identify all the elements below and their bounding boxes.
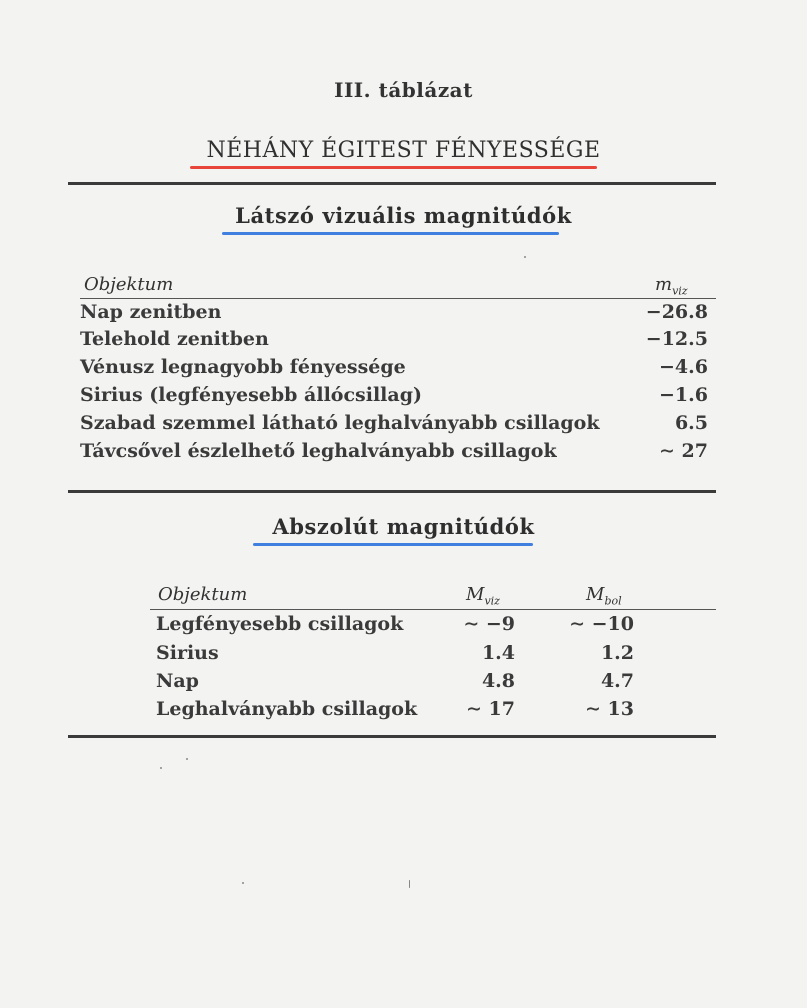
mviz-subscript: viz: [484, 594, 500, 608]
magnitude-value: −12.5: [645, 328, 708, 350]
mbol-value: ∼ −10: [569, 613, 634, 635]
section2-col-mviz: [466, 584, 500, 608]
mviz-symbol: m: [655, 274, 673, 295]
scan-speck: [242, 882, 244, 884]
object-name: Sirius (legfényesebb állócsillag): [80, 384, 422, 406]
object-name: Szabad szemmel látható leghalványabb csillagok: [80, 412, 600, 434]
title-red-underline: [190, 166, 597, 169]
top-rule: [68, 182, 716, 185]
magnitude-value: −26.8: [645, 301, 708, 323]
mbol-value: 4.7: [600, 670, 634, 692]
scan-speck: [409, 880, 410, 888]
table-row: [80, 412, 710, 439]
object-name: Legfényesebb csillagok: [156, 613, 404, 635]
table-row: [80, 328, 710, 355]
object-name: Sirius: [156, 642, 219, 664]
section1-blue-underline: [222, 232, 559, 235]
magnitude-value: −1.6: [659, 384, 708, 406]
object-name: Távcsővel észlelhető leghalványabb csillagok: [80, 440, 557, 462]
section1-title: Látszó vizuális magnitúdók: [235, 203, 572, 228]
mbol-value: 1.2: [600, 642, 634, 664]
scan-speck: [160, 767, 162, 769]
section2-col-mbol: [586, 584, 622, 608]
section1-header-rule: [80, 298, 716, 299]
table-row: [80, 301, 710, 328]
magnitude-value: ∼ 27: [659, 440, 708, 462]
section1-bottom-rule: [68, 490, 716, 493]
table-row: [156, 642, 636, 669]
section2-bottom-rule: [68, 735, 716, 738]
mviz-value: ∼ −9: [463, 613, 515, 635]
table-row: [156, 698, 636, 725]
magnitude-value: −4.6: [659, 356, 708, 378]
page-title: NÉHÁNY ÉGITEST FÉNYESSÉGE: [206, 138, 601, 163]
table-row: [80, 384, 710, 411]
section2-title: Abszolút magnitúdók: [272, 514, 535, 539]
table-row: [80, 356, 710, 383]
table-number-label: III. táblázat: [334, 78, 473, 102]
section1-col-object: Objektum: [84, 274, 174, 295]
magnitude-value: 6.5: [674, 412, 708, 434]
object-name: Nap zenitben: [80, 301, 222, 323]
object-name: Nap: [156, 670, 199, 692]
section2-header-rule: [150, 609, 716, 610]
mbol-subscript: bol: [604, 594, 622, 608]
section1-col-mviz: [655, 274, 688, 298]
mviz-symbol: M: [466, 584, 485, 605]
section2-blue-underline: [253, 543, 533, 546]
mviz-subscript: viz: [672, 284, 688, 298]
mbol-value: ∼ 13: [585, 698, 634, 720]
object-name: Telehold zenitben: [80, 328, 269, 350]
section2-col-object: Objektum: [158, 584, 248, 605]
table-row: [156, 613, 636, 640]
mbol-symbol: M: [586, 584, 605, 605]
table-row: [156, 670, 636, 697]
scan-speck: [186, 758, 188, 760]
table-row: [80, 440, 710, 467]
object-name: Vénusz legnagyobb fényessége: [80, 356, 406, 378]
mviz-value: ∼ 17: [466, 698, 515, 720]
scan-speck: [524, 256, 526, 258]
mviz-value: 1.4: [481, 642, 515, 664]
object-name: Leghalványabb csillagok: [156, 698, 418, 720]
mviz-value: 4.8: [481, 670, 515, 692]
